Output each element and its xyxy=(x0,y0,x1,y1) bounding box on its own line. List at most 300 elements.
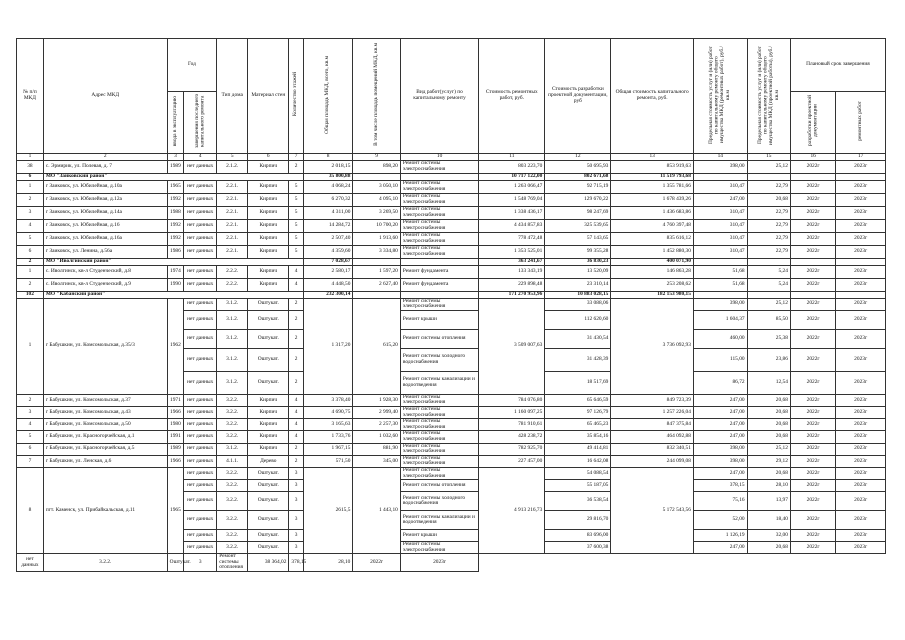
cell-floors: 5 xyxy=(289,193,303,206)
cell-total-area: 4 068,24 xyxy=(303,180,353,193)
cell-work-type: Ремонт системы отопления xyxy=(217,554,248,572)
cell-total-cost: 400 071,90 xyxy=(611,258,694,265)
cell-last-repair: нет данных xyxy=(184,193,217,206)
cell-total-area: 4 311,00 xyxy=(303,206,353,219)
cell-limit-work xyxy=(693,173,747,180)
municipality-subtotal-row xyxy=(17,291,886,298)
cell-limit-work: 115,00 xyxy=(693,348,747,371)
table-row xyxy=(17,406,886,418)
cell-work-type: Ремонт системы электроснабжения xyxy=(400,443,478,455)
cell-row-number: 4 xyxy=(17,219,44,232)
cell-last-repair: нет данных xyxy=(184,455,217,467)
cell-design-deadline: 2022г xyxy=(790,180,835,193)
cell-design-cost: 31 430,54 xyxy=(545,329,611,348)
table-row xyxy=(17,219,886,232)
cell-total-cost: 849 723,39 xyxy=(611,394,694,406)
cell-house-type: 3.1.2. xyxy=(217,310,248,329)
cell-limit-work: 378,15 xyxy=(693,480,747,492)
cell-works-deadline: 2023г xyxy=(836,455,886,467)
cell-limit-design xyxy=(747,173,790,180)
cell-floors: 4 xyxy=(289,431,303,443)
cell-limit-design: 20,68 xyxy=(747,419,790,431)
cell-works-deadline: 2023г xyxy=(836,180,886,193)
table-body xyxy=(17,160,886,571)
cell-house-type: 4.1.1. xyxy=(217,455,248,467)
cell-work-cost: 363 241,67 xyxy=(479,258,545,265)
cell-work-type xyxy=(400,258,478,265)
cell-limit-design: 85,50 xyxy=(747,310,790,329)
cell-design-deadline: 2022г xyxy=(790,394,835,406)
cell-total-area: 3 378,40 xyxy=(303,394,353,406)
cell-premises-area xyxy=(353,173,400,180)
cell-total-area: 232 300,14 xyxy=(303,291,353,298)
cell-limit-work: 1 604,37 xyxy=(693,310,747,329)
table-row xyxy=(17,245,886,258)
cell-limit-design: 28,10 xyxy=(747,480,790,492)
cell-last-repair: нет данных xyxy=(184,219,217,232)
cell-works-deadline: 2023г xyxy=(836,542,886,554)
table-row xyxy=(17,419,886,431)
cell-wall-material: Оштукат. xyxy=(248,467,289,479)
cell-design-cost: 13 520,09 xyxy=(545,265,611,278)
cell-address: МО "Заиковский район" xyxy=(43,173,303,180)
cell-limit-work: 52,00 xyxy=(693,511,747,530)
cell-address: г Заиковск, ул. Юбилейная, д.14а xyxy=(43,206,167,219)
cell-floors: 2 xyxy=(289,455,303,467)
year-group-header: Год xyxy=(167,39,217,92)
cell-wall-material: Оштукат. xyxy=(248,511,289,530)
cell-design-deadline xyxy=(790,258,835,265)
cell-row-number: 3 xyxy=(17,406,44,418)
col-total-area-header: Общая площадь МКД, всего, кв.м xyxy=(303,39,353,154)
cell-work-cost: 133 343,19 xyxy=(479,265,545,278)
table-row xyxy=(17,554,886,572)
column-number: 12 xyxy=(545,153,611,160)
cell-works-deadline: 2023г xyxy=(836,431,886,443)
cell-address: г Бабушкин, ул. Комсомольская, д.37 xyxy=(43,394,167,406)
cell-work-type: Ремонт системы электроснабжения xyxy=(400,160,478,173)
cell-limit-work: 51,68 xyxy=(693,265,747,278)
cell-address: г Бабушкин, ул. Комсомольская, д.35/3 xyxy=(43,298,167,394)
cell-address: г Бабушкин, ул. Красногорчейская, д.1 xyxy=(43,431,167,443)
cell-total-cost: 832 340,51 xyxy=(611,443,694,455)
column-number: 11 xyxy=(479,153,545,160)
cell-limit-design: 22,79 xyxy=(747,219,790,232)
cell-floors: 2 xyxy=(289,329,303,348)
cell-limit-work xyxy=(693,258,747,265)
cell-row-number: 8 xyxy=(17,467,44,553)
cell-row-number: 6 xyxy=(17,245,44,258)
cell-design-cost: 29 816,70 xyxy=(545,511,611,530)
cell-last-repair: нет данных xyxy=(184,348,217,371)
cell-limit-work: 51,68 xyxy=(693,278,747,291)
cell-design-cost: 802 671,68 xyxy=(545,173,611,180)
cell-total-cost: 182 153 980,15 xyxy=(611,291,694,298)
cell-house-type: 2.2.2. xyxy=(217,278,248,291)
cell-limit-work: 398,00 xyxy=(693,160,747,173)
col-work-cost-header: Стоимость ремонтных работ, руб. xyxy=(479,39,545,154)
cell-commission-year: 1991 xyxy=(167,431,184,443)
cell-row-number: 1 xyxy=(17,298,44,394)
cell-total-cost: 253 208,62 xyxy=(611,278,694,291)
cell-work-type: Ремонт фундамента xyxy=(400,278,478,291)
cell-premises-area: 881,90 xyxy=(353,443,400,455)
cell-work-type: Ремонт системы электроснабжения xyxy=(400,431,478,443)
cell-total-cost: 1 452 880,30 xyxy=(611,245,694,258)
cell-limit-work: 247,00 xyxy=(693,193,747,206)
cell-design-deadline: 2022г xyxy=(790,455,835,467)
column-number: 9 xyxy=(353,153,400,160)
cell-design-cost: 33 088,06 xyxy=(545,298,611,310)
cell-design-deadline: 2022г xyxy=(790,232,835,245)
cell-floors: 5 xyxy=(289,206,303,219)
cell-total-cost: 1 257 226,04 xyxy=(611,406,694,418)
cell-address: г Заиковск, ул. Юбилейная, д.16 xyxy=(43,219,167,232)
cell-limit-work: 86,72 xyxy=(693,371,747,394)
col-number-header: № п/п МКД xyxy=(17,39,44,154)
cell-limit-design: 5,24 xyxy=(747,265,790,278)
cell-last-repair: нет данных xyxy=(184,265,217,278)
cell-premises-area: 3 269,50 xyxy=(353,206,400,219)
cell-work-type: Ремонт системы электроснабжения xyxy=(400,406,478,418)
cell-house-type: 3.1.2. xyxy=(217,443,248,455)
cell-work-type: Ремонт системы электроснабжения xyxy=(400,219,478,232)
cell-work-type: Ремонт системы электроснабжения xyxy=(400,206,478,219)
cell-work-type: Ремонт системы холодного водоснабжения xyxy=(400,348,478,371)
cell-premises-area: 1 032,60 xyxy=(353,431,400,443)
cell-premises-area: 615,20 xyxy=(353,298,400,394)
cell-work-cost: 1 160 097,25 xyxy=(479,406,545,418)
cell-works-deadline: 2023г xyxy=(836,232,886,245)
cell-total-cost: 1 355 781,66 xyxy=(611,180,694,193)
cell-commission-year: 1965 xyxy=(167,467,184,553)
cell-row-number: 5 xyxy=(17,431,44,443)
col-premises-area-header: В том числе площадь помещений МКД, кв.м xyxy=(353,39,400,154)
cell-limit-design: 32,00 xyxy=(747,530,790,542)
cell-limit-design xyxy=(747,291,790,298)
cell-commission-year: 1965 xyxy=(167,180,184,193)
cell-works-deadline: 2023г xyxy=(836,329,886,348)
cell-design-deadline: 2022г xyxy=(790,348,835,371)
cell-design-cost: 112 620,60 xyxy=(545,310,611,329)
col-house-type-header: Тип дома xyxy=(217,39,248,154)
cell-floors: 2 xyxy=(289,160,303,173)
cell-works-deadline: 2023г xyxy=(836,511,886,530)
cell-work-cost: 778 472,48 xyxy=(479,232,545,245)
cell-house-type: 3.2.2. xyxy=(217,431,248,443)
cell-premises-area: 1 443,10 xyxy=(353,467,400,553)
cell-works-deadline xyxy=(836,173,886,180)
cell-design-cost: 98 247,69 xyxy=(545,206,611,219)
column-number: 7 xyxy=(289,153,303,160)
cell-design-deadline: 2022г xyxy=(790,542,835,554)
cell-premises-area: 2 627,40 xyxy=(353,278,400,291)
cell-last-repair: нет данных xyxy=(184,329,217,348)
cell-works-deadline: 2023г xyxy=(836,406,886,418)
cell-design-cost: 16 642,08 xyxy=(545,455,611,467)
cell-limit-design: 18,40 xyxy=(747,511,790,530)
cell-works-deadline: 2023г xyxy=(836,298,886,310)
cell-house-type: 3.2.2. xyxy=(217,406,248,418)
cell-address: пгт. Каменск, ул. Прибайкальская, д.11 xyxy=(43,467,167,553)
cell-design-deadline: 2022г xyxy=(790,467,835,479)
column-number: 2 xyxy=(43,153,167,160)
cell-works-deadline: 2023г xyxy=(836,443,886,455)
cell-design-deadline: 2022г xyxy=(790,265,835,278)
cell-premises-area: 1 928,30 xyxy=(353,394,400,406)
table-row xyxy=(17,455,886,467)
cell-address: г Заиковск, ул. Юбилейная, д.10а xyxy=(43,180,167,193)
cell-floors: 2 xyxy=(289,348,303,371)
cell-work-cost: 803 223,70 xyxy=(479,160,545,173)
cell-commission-year: 1992 xyxy=(167,232,184,245)
cell-house-type: 2.2.2. xyxy=(217,265,248,278)
cell-design-deadline: 2022г xyxy=(790,298,835,310)
cell-floors: 2 xyxy=(289,371,303,394)
cell-work-cost: 4 913 216,73 xyxy=(479,467,545,553)
cell-design-deadline: 2022г xyxy=(790,406,835,418)
cell-row-number: 4 xyxy=(17,419,44,431)
cell-works-deadline: 2023г xyxy=(836,492,886,511)
cell-wall-material: Дерево xyxy=(248,455,289,467)
cell-last-repair: нет данных xyxy=(184,467,217,479)
cell-commission-year: 1989 xyxy=(167,160,184,173)
cell-last-repair: нет данных xyxy=(184,160,217,173)
cell-works-deadline: 2023г xyxy=(836,530,886,542)
cell-floors: 3 xyxy=(289,480,303,492)
cell-total-area: 2615,5 xyxy=(303,467,353,553)
cell-row-number: 6 xyxy=(17,173,44,180)
cell-house-type: 3.1.2. xyxy=(217,371,248,394)
cell-total-area: 1 733,76 xyxy=(303,431,353,443)
cell-total-area: 2 018,15 xyxy=(303,160,353,173)
cell-floors: 4 xyxy=(289,406,303,418)
cell-house-type: 2.1.2. xyxy=(217,160,248,173)
cell-premises-area: 898,20 xyxy=(353,160,400,173)
table-row xyxy=(17,467,886,479)
cell-limit-design: 5,24 xyxy=(747,278,790,291)
col-total-cost-header: Общая стоимость капитального ремонта, руб. xyxy=(611,39,694,154)
cell-last-repair: нет данных xyxy=(184,480,217,492)
cell-house-type: 2.2.1. xyxy=(217,219,248,232)
register-document xyxy=(16,38,886,638)
cell-address: г Бабушкин, ул. Комсомольская, д.50 xyxy=(43,419,167,431)
table-row xyxy=(17,232,886,245)
cell-last-repair: нет данных xyxy=(17,554,44,572)
cell-wall-material: Оштукат. xyxy=(248,530,289,542)
table-row xyxy=(17,193,886,206)
col-last-repair-header: завершения последнего капитального ремонта xyxy=(184,92,217,154)
cell-premises-area: 1 913,60 xyxy=(353,232,400,245)
cell-address: с. Эрмирик, ул. Полевая, д. 7 xyxy=(43,160,167,173)
cell-commission-year: 1992 xyxy=(167,193,184,206)
cell-total-area: 4 690,75 xyxy=(303,406,353,418)
cell-design-deadline: 2022г xyxy=(790,371,835,394)
cell-limit-work: 247,00 xyxy=(693,431,747,443)
cell-house-type: 3.2.2. xyxy=(217,492,248,511)
cell-work-cost: 428 238,72 xyxy=(479,431,545,443)
cell-floors: 3 xyxy=(289,467,303,479)
cell-limit-design: 20,68 xyxy=(747,406,790,418)
cell-design-deadline: 2022г xyxy=(790,431,835,443)
cell-total-area: 6 270,32 xyxy=(303,193,353,206)
cell-floors: 2 xyxy=(289,298,303,310)
cell-limit-design: 22,79 xyxy=(747,232,790,245)
cell-address: МО "Кабанский район" xyxy=(43,291,303,298)
cell-last-repair: нет данных xyxy=(184,278,217,291)
column-number: 3 xyxy=(167,153,184,160)
cell-house-type: 3.1.2. xyxy=(217,348,248,371)
cell-works-deadline: 2023г xyxy=(400,554,478,572)
cell-limit-work: 310,47 xyxy=(693,206,747,219)
cell-design-deadline: 2022г xyxy=(790,443,835,455)
cell-floors: 4 xyxy=(289,419,303,431)
cell-limit-design: 22,79 xyxy=(747,245,790,258)
cell-house-type: 2.2.1. xyxy=(217,245,248,258)
table-header-row xyxy=(17,39,886,92)
cell-total-cost: 853 919,63 xyxy=(611,160,694,173)
cell-limit-work: 247,00 xyxy=(693,542,747,554)
cell-wall-material: Кирпич xyxy=(248,394,289,406)
cell-wall-material: Кирпич xyxy=(248,431,289,443)
cell-wall-material: Оштукат. xyxy=(248,492,289,511)
cell-total-area: 4 448,50 xyxy=(303,278,353,291)
cell-limit-design: 25,12 xyxy=(747,160,790,173)
cell-wall-material: Оштукат. xyxy=(248,298,289,310)
cell-total-area: 35 800,88 xyxy=(303,173,353,180)
cell-floors: 3 xyxy=(289,511,303,530)
cell-last-repair: нет данных xyxy=(184,298,217,310)
cell-design-cost: 54 088,54 xyxy=(545,467,611,479)
cell-house-type: 3.1.2. xyxy=(217,298,248,310)
cell-work-type: Ремонт системы канализации и водоотведения xyxy=(400,371,478,394)
table-row xyxy=(17,394,886,406)
cell-work-type: Ремонт системы отопления xyxy=(400,329,478,348)
cell-works-deadline: 2023г xyxy=(836,394,886,406)
cell-wall-material: Оштукат. xyxy=(248,371,289,394)
cell-limit-work: 398,00 xyxy=(693,298,747,310)
cell-last-repair: нет данных xyxy=(184,492,217,511)
cell-design-cost: 37 600,38 xyxy=(545,542,611,554)
cell-limit-work: 247,00 xyxy=(693,467,747,479)
cell-limit-design: 20,68 xyxy=(747,394,790,406)
cell-wall-material: Кирпич xyxy=(248,406,289,418)
cell-total-cost: 1 678 439,26 xyxy=(611,193,694,206)
cell-row-number: 2 xyxy=(17,278,44,291)
cell-last-repair: нет данных xyxy=(184,371,217,394)
column-number: 17 xyxy=(836,153,886,160)
col-design-cost-header: Стоимость разработки проектной документации, руб xyxy=(545,39,611,154)
cell-work-type: Ремонт системы отопления xyxy=(400,480,478,492)
cell-floors: 5 xyxy=(289,219,303,232)
cell-design-cost: 97 126,79 xyxy=(545,406,611,418)
cell-wall-material: Кирпич xyxy=(248,232,289,245)
cell-commission-year: 1990 xyxy=(167,278,184,291)
cell-total-area: 571,50 xyxy=(303,455,353,467)
cell-works-deadline: 2023г xyxy=(836,278,886,291)
cell-premises-area: 3 050,10 xyxy=(353,180,400,193)
cell-total-cost: 464 092,88 xyxy=(611,431,694,443)
cell-work-cost: 229 898,48 xyxy=(479,278,545,291)
cell-total-area: 7 028,67 xyxy=(303,258,353,265)
cell-total-cost: 1 436 683,86 xyxy=(611,206,694,219)
cell-total-area: 14 284,72 xyxy=(303,219,353,232)
cell-limit-work: 310,47 xyxy=(693,245,747,258)
column-number: 14 xyxy=(693,153,747,160)
cell-work-type: Ремонт системы электроснабжения xyxy=(400,419,478,431)
cell-work-type: Ремонт системы электроснабжения xyxy=(400,394,478,406)
cell-last-repair: нет данных xyxy=(184,394,217,406)
cell-total-cost: 4 760 397,48 xyxy=(611,219,694,232)
cell-last-repair: нет данных xyxy=(184,530,217,542)
cell-last-repair: нет данных xyxy=(184,206,217,219)
cell-total-area: 1 317,20 xyxy=(303,298,353,394)
column-number: 6 xyxy=(248,153,289,160)
cell-commission-year: 1989 xyxy=(167,443,184,455)
cell-total-cost: 847 375,84 xyxy=(611,419,694,431)
table-row xyxy=(17,443,886,455)
column-number: 16 xyxy=(790,153,835,160)
cell-last-repair: нет данных xyxy=(184,443,217,455)
column-number: 5 xyxy=(217,153,248,160)
cell-design-cost: 325 539,65 xyxy=(545,219,611,232)
cell-total-cost: 3 736 092,93 xyxy=(611,298,694,394)
cell-limit-work: 398,00 xyxy=(693,443,747,455)
cell-wall-material: Кирпич xyxy=(248,193,289,206)
cell-house-type: 2.2.1. xyxy=(217,206,248,219)
column-number-row xyxy=(17,153,886,160)
cell-work-type: Ремонт системы электроснабжения xyxy=(400,542,478,554)
cell-premises-area: 2 999,40 xyxy=(353,406,400,418)
cell-last-repair: нет данных xyxy=(184,542,217,554)
cell-limit-design: 25,12 xyxy=(747,298,790,310)
column-number: 1 xyxy=(17,153,44,160)
cell-total-area: 4 359,60 xyxy=(303,245,353,258)
cell-limit-design: 20,68 xyxy=(747,431,790,443)
cell-works-deadline: 2023г xyxy=(836,348,886,371)
cell-address: с. Иволгинск, кв-л Студенческий, д.9 xyxy=(43,278,167,291)
cell-works-deadline: 2023г xyxy=(836,480,886,492)
cell-limit-design: 23,86 xyxy=(747,348,790,371)
cell-floors: 5 xyxy=(289,232,303,245)
cell-total-area: 2 580,17 xyxy=(303,265,353,278)
cell-commission-year: 1971 xyxy=(167,394,184,406)
cell-design-cost: 92 715,19 xyxy=(545,180,611,193)
cell-work-type: Ремонт фундамента xyxy=(400,265,478,278)
cell-floors: 2 xyxy=(289,310,303,329)
cell-work-type: Ремонт крыши xyxy=(400,310,478,329)
cell-row-number: 6 xyxy=(17,443,44,455)
cell-work-type: Ремонт системы канализации и водоотведения xyxy=(400,511,478,530)
municipality-subtotal-row xyxy=(17,258,886,265)
table-row xyxy=(17,206,886,219)
table-row xyxy=(17,180,886,193)
cell-work-cost: 171 270 953,96 xyxy=(479,291,545,298)
col-wall-material-header: Материал стен xyxy=(248,39,289,154)
cell-floors: 3 xyxy=(184,554,217,572)
cell-work-cost: 227 457,00 xyxy=(479,455,545,467)
cell-design-cost: 18 517,69 xyxy=(545,371,611,394)
cell-works-deadline xyxy=(836,291,886,298)
cell-limit-design: 12,54 xyxy=(747,371,790,394)
cell-last-repair: нет данных xyxy=(184,310,217,329)
cell-floors: 2 xyxy=(289,443,303,455)
cell-total-area: 2 507,40 xyxy=(303,232,353,245)
cell-floors: 4 xyxy=(289,265,303,278)
column-number: 8 xyxy=(303,153,353,160)
col-address-header: Адрес МКД xyxy=(43,39,167,154)
cell-limit-work: 247,00 xyxy=(693,419,747,431)
